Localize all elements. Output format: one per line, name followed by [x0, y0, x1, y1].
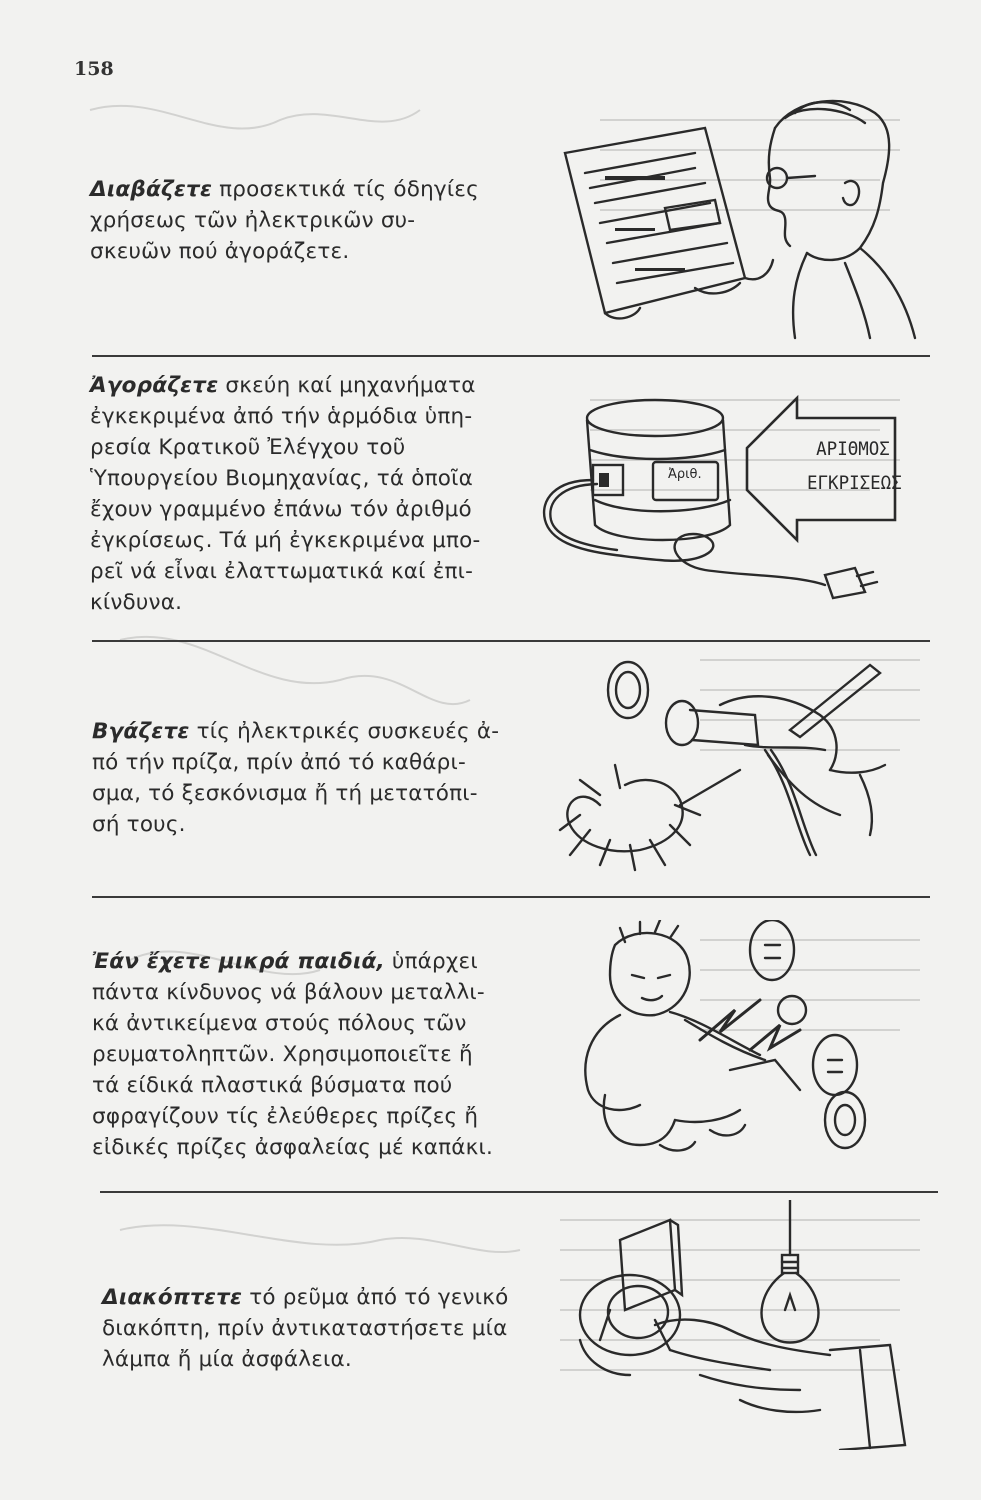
lead-word: Διακόπτετε	[102, 1285, 243, 1310]
text-line: ὑπάρχει	[384, 949, 478, 974]
text-line: ρεῖ νά εἶναι ἐλαττωματικά καί ἐπι-	[90, 559, 474, 584]
page-number: 158	[74, 58, 114, 80]
text-line: κίνδυνα.	[90, 590, 183, 615]
text-line: τά είδικά πλαστικά βύσματα πού	[92, 1073, 453, 1098]
text-line: χρήσεως τῶν ἠλεκτρικῶν συ-	[90, 208, 416, 233]
text-line: πό τήν πρίζα, πρίν ἀπό τό καθάρι-	[92, 750, 466, 775]
divider	[92, 896, 930, 898]
lead-word: Ἀγοράζετε	[90, 373, 219, 398]
text-line: κά ἀντικείμενα στούς πόλους τῶν	[92, 1011, 467, 1036]
paragraph-unplug	[92, 716, 499, 840]
text-line: προσεκτικά τίς όδηγίες	[212, 177, 479, 202]
text-line: σμα, τό ξεσκόνισμα ἤ τή μετατόπι-	[92, 781, 478, 806]
divider	[92, 355, 930, 357]
child-socket-illustration	[560, 920, 880, 1160]
text-line: τίς ἠλεκτρικές συσκευές ἀ-	[189, 719, 500, 744]
text-line: σκευῶν πού ἀγοράζετε.	[90, 239, 350, 264]
text-line: διακόπτη, πρίν ἀντικαταστήσετε μία	[102, 1316, 508, 1341]
divider	[100, 1191, 938, 1193]
sign-line: ΑΡΙΘΜΟΣ	[816, 438, 890, 460]
text-line: σκεύη καί μηχανήματα	[218, 373, 476, 398]
text-line: ἔχουν γραμμένο ἐπάνω τόν ἀριθμό	[90, 497, 472, 522]
text-line: ρευματοληπτῶν. Χρησιμοποιεῖτε ἤ	[92, 1042, 473, 1067]
switch-off-illustration	[560, 1200, 920, 1450]
text-line: σή τους.	[92, 812, 186, 837]
text-line: σφραγίζουν τίς ἐλεύθερες πρίζες ἤ	[92, 1104, 479, 1129]
text-line: Ὑπουργείου Βιομηχανίας, τά ὁποῖα	[90, 466, 473, 491]
lead-word: Ἐάν ἔχετε μικρά παιδιά,	[92, 949, 385, 974]
appliance-label: Ἀριθ.	[668, 467, 702, 482]
paragraph-children-safety	[92, 946, 493, 1163]
paragraph-read-instructions	[90, 174, 479, 267]
text-line: πάντα κίνδυνος νά βάλουν μεταλλι-	[92, 980, 485, 1005]
text-line: ἐγκρίσεως. Τά μή ἐγκεκριμένα μπο-	[90, 528, 481, 553]
paragraph-buy-approved	[90, 370, 480, 618]
approved-appliance-illustration	[535, 380, 935, 610]
text-line: ρεσία Κρατικοῦ Ἐλέγχου τοῦ	[90, 435, 406, 460]
lead-word: Βγάζετε	[92, 719, 190, 744]
text-line: ἐγκεκριμένα ἀπό τήν ἁρμόδια ὑπη-	[90, 404, 473, 429]
approval-number-sign	[807, 432, 902, 500]
paragraph-switch-off	[102, 1282, 508, 1375]
man-reading-illustration	[545, 88, 925, 348]
text-line: εἰδικές πρίζες ἀσφαλείας μέ καπάκι.	[92, 1135, 493, 1160]
sign-line: ΕΓΚΡΙΣΕΩΣ	[807, 472, 902, 494]
lead-word: Διαβάζετε	[90, 177, 213, 202]
text-line: λάμπα ἤ μία ἀσφάλεια.	[102, 1347, 352, 1372]
unplug-illustration	[540, 655, 920, 875]
text-line: τό ρεῦμα ἀπό τό γενικό	[242, 1285, 509, 1310]
divider	[92, 640, 930, 642]
